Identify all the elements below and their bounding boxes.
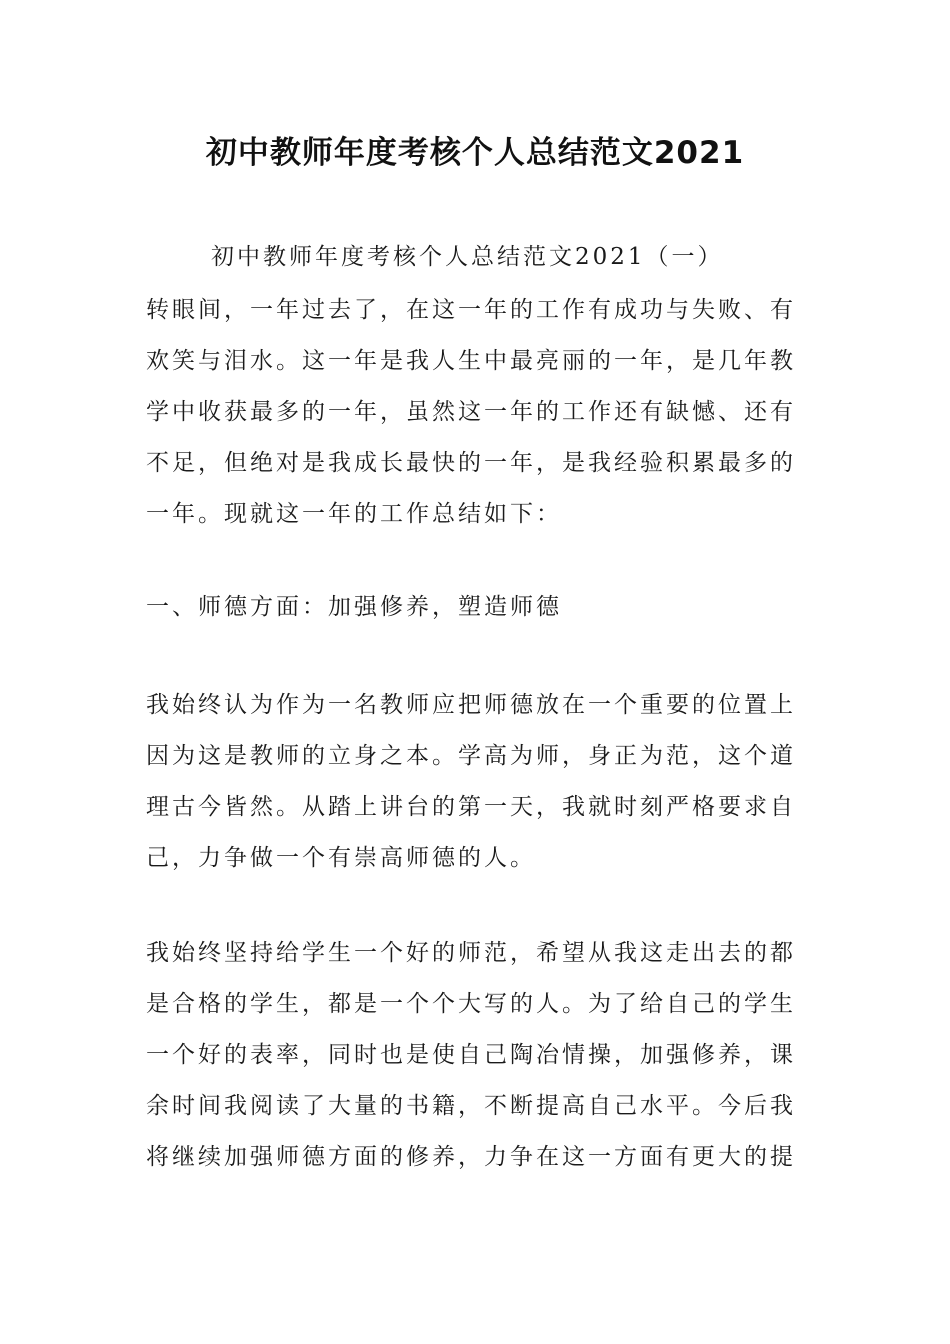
paragraph-ethics-2 [146,928,816,1183]
paragraph-line: 一年。现就这一年的工作总结如下： [146,501,562,527]
paragraph-line: 余时间我阅读了大量的书籍，不断提高自己水平。今后我 [146,1093,796,1119]
paragraph-line: 因为这是教师的立身之本。学高为师，身正为范，这个道 [146,743,796,769]
section-heading [146,582,816,633]
document-title: 初中教师年度考核个人总结范文2021 [205,135,745,171]
paragraph-line: 不足，但绝对是我成长最快的一年，是我经验积累最多的 [146,450,796,476]
paragraph-line: 将继续加强师德方面的修养，力争在这一方面有更大的提 [146,1144,796,1170]
paragraph-line: 我始终坚持给学生一个好的师范，希望从我这走出去的都 [146,940,796,966]
paragraph-line: 一个好的表率，同时也是使自己陶冶情操，加强修养，课 [146,1042,796,1068]
paragraph-line: 转眼间，一年过去了，在这一年的工作有成功与失败、有 [146,297,796,323]
paragraph-line: 学中收获最多的一年，虽然这一年的工作还有缺憾、还有 [146,399,796,425]
paragraph-line: 欢笑与泪水。这一年是我人生中最亮丽的一年，是几年教 [146,348,796,374]
paragraph-line: 理古今皆然。从踏上讲台的第一天，我就时刻严格要求自 [146,794,796,820]
paragraph-line: 是合格的学生，都是一个个大写的人。为了给自己的学生 [146,991,796,1017]
subtitle-line: 初中教师年度考核个人总结范文2021（一） [211,244,724,270]
paragraph-ethics-1 [146,680,816,884]
document-subtitle [211,232,811,283]
paragraph-line: 我始终认为作为一名教师应把师德放在一个重要的位置上 [146,692,796,718]
paragraph-intro [146,285,816,540]
section-heading-line: 一、师德方面：加强修养，塑造师德 [146,594,562,620]
paragraph-line: 己，力争做一个有崇高师德的人。 [146,845,536,871]
